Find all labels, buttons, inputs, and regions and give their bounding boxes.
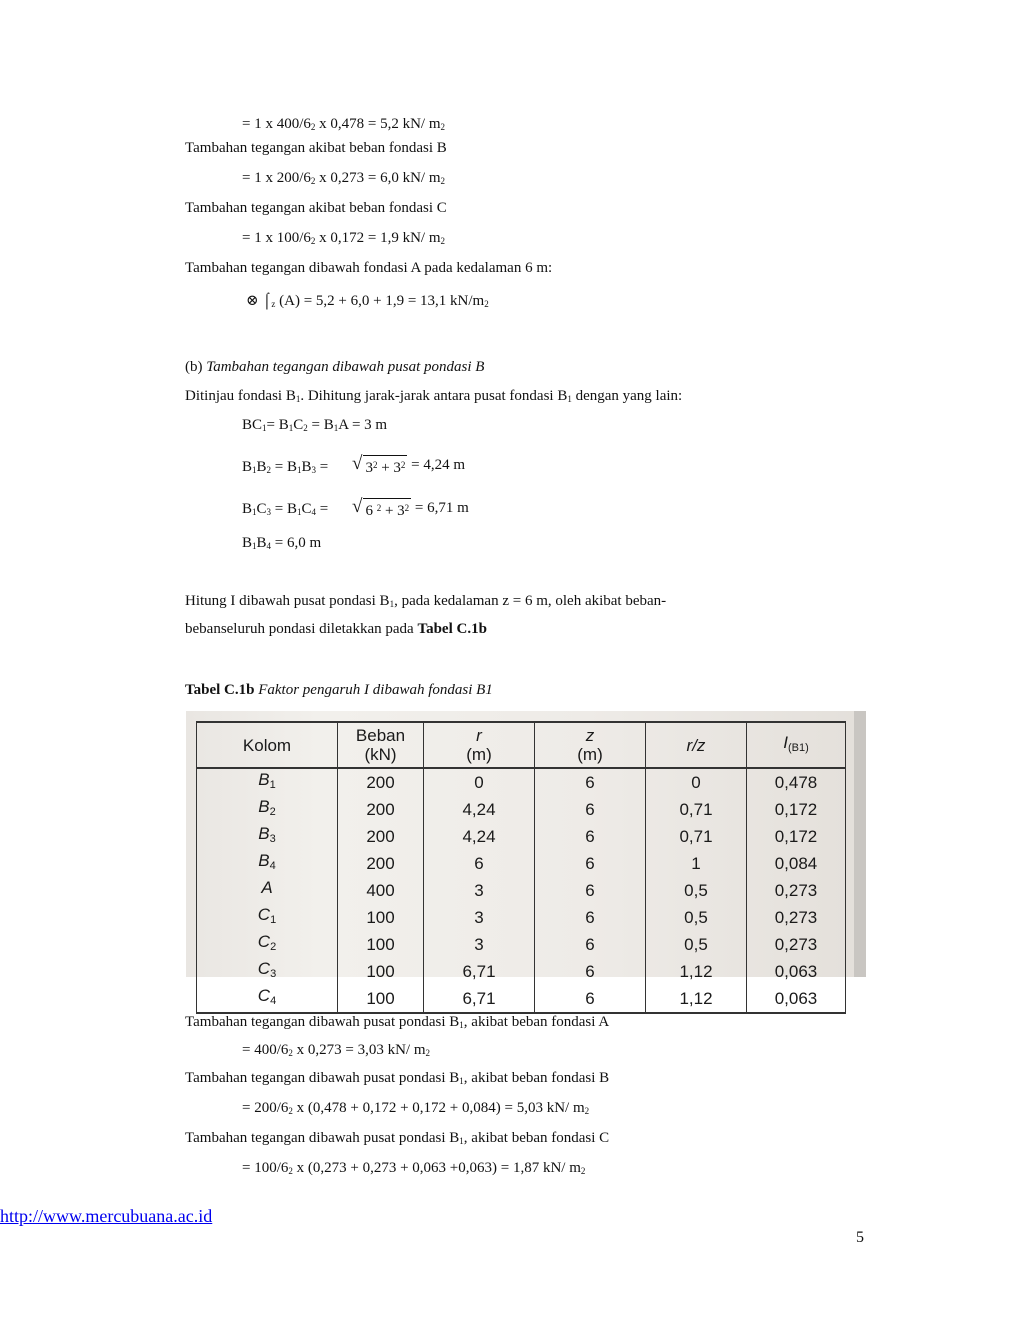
subscript: 4: [266, 541, 272, 551]
header-i: I(B1): [747, 722, 846, 768]
cell-z: 6: [535, 958, 646, 985]
exponent: 2: [372, 460, 378, 470]
table-row: [197, 931, 846, 958]
subscript: 1: [459, 1076, 464, 1086]
cell-i: 0,172: [747, 823, 846, 850]
cell-beban: 100: [338, 958, 424, 985]
paragraph-line: Tambahan tegangan dibawah fondasi A pada kedalaman 6 m:: [185, 260, 553, 276]
text: = 4,24 m: [407, 457, 466, 473]
subscript: 2: [310, 122, 316, 132]
text: = 200/6: [242, 1100, 289, 1116]
cell-i: 0,084: [747, 850, 846, 877]
section-heading: [185, 358, 484, 376]
cell-beban: 100: [338, 931, 424, 958]
cell-i: 0,063: [747, 958, 846, 985]
subscript: 1: [333, 423, 339, 433]
cell-beban: 200: [338, 796, 424, 823]
subscript: 1: [252, 507, 257, 517]
cell-rz: 0,5: [646, 877, 747, 904]
text: = 100/6: [242, 1160, 289, 1176]
table-row: [197, 958, 846, 985]
cell-r: 6: [424, 850, 535, 877]
page-number: 5: [856, 1229, 864, 1246]
cell-beban: 200: [338, 823, 424, 850]
subscript: 2: [288, 1106, 293, 1116]
cell-rz: 0,71: [646, 796, 747, 823]
cell-i: 0,273: [747, 904, 846, 931]
text: x 0,172 = 1,9 kN/ m: [315, 230, 441, 246]
paragraph-line: [185, 1069, 609, 1090]
cell-kolom: C1: [197, 904, 338, 931]
text: x 0,478 = 5,2 kN/ m: [315, 116, 441, 132]
text: =: [316, 459, 329, 475]
paragraph-line: [185, 1013, 609, 1034]
text: = 1 x 200/6: [242, 170, 311, 186]
subscript: 1: [252, 541, 257, 551]
cell-z: 6: [535, 985, 646, 1013]
subscript: 2: [266, 465, 272, 475]
cell-rz: 0,71: [646, 823, 747, 850]
subscript: 1: [567, 394, 572, 404]
cell-kolom: B2: [197, 796, 338, 823]
cell-r: 6,71: [424, 985, 535, 1013]
text: Hitung I dibawah pusat pondasi B: [185, 593, 390, 609]
text: Tambahan tegangan dibawah pusat pondasi B: [185, 1014, 460, 1030]
calc-line: [242, 1041, 430, 1062]
cell-r: 4,24: [424, 796, 535, 823]
subscript: 1: [288, 423, 294, 433]
subscript: 1: [295, 394, 301, 404]
calc-line: [242, 1159, 585, 1180]
subscript: 2: [580, 1166, 586, 1176]
cell-beban: 400: [338, 877, 424, 904]
cell-kolom: C3: [197, 958, 338, 985]
cell-i: 0,172: [747, 796, 846, 823]
text: BC: [242, 417, 263, 433]
paragraph-line: Tambahan tegangan akibat beban fondasi B: [185, 140, 447, 156]
calc-line-total: [246, 292, 489, 313]
subscript: 4: [311, 507, 317, 517]
text: , akibat beban fondasi A: [463, 1014, 610, 1030]
cell-rz: 1,12: [646, 985, 747, 1013]
calc-line-b: [242, 169, 445, 190]
table-row: [197, 904, 846, 931]
caption-text: Faktor pengaruh I dibawah fondasi B1: [254, 682, 493, 698]
paragraph-line: [185, 1129, 609, 1150]
scanned-table-image: [186, 711, 866, 1008]
text: (A) = 5,2 + 6,0 + 1,9 = 13,1 kN/m: [275, 293, 485, 309]
cell-beban: 200: [338, 850, 424, 877]
exponent: 2: [400, 460, 406, 470]
text: = 1 x 400/6: [242, 116, 311, 132]
table-caption: [185, 681, 493, 699]
cell-z: 6: [535, 931, 646, 958]
distance-line: [242, 500, 328, 521]
cell-i: 0,273: [747, 931, 846, 958]
exponent: 2: [376, 503, 382, 513]
paragraph-line: Tambahan tegangan akibat beban fondasi C: [185, 200, 447, 216]
cell-z: 6: [535, 796, 646, 823]
cell-r: 3: [424, 904, 535, 931]
cell-z: 6: [535, 877, 646, 904]
text: B: [256, 459, 267, 475]
text: . Dihitung jarak-jarak antara pusat fondasi B: [300, 388, 568, 404]
cell-kolom: B1: [197, 768, 338, 796]
subscript: 3: [311, 465, 317, 475]
text: = B: [307, 417, 334, 433]
subscript: 1: [389, 599, 395, 609]
subscript: 2: [440, 176, 446, 186]
calc-line-c: [242, 229, 445, 250]
table-row: [197, 877, 846, 904]
cell-i: 0,273: [747, 877, 846, 904]
cell-i: 0,478: [747, 768, 846, 796]
text: x 0,273 = 3,03 kN/ m: [292, 1042, 426, 1058]
footer-url-link[interactable]: http://www.mercubuana.ac.id: [0, 1206, 213, 1226]
subscript: 2: [584, 1106, 590, 1116]
cell-r: 6,71: [424, 958, 535, 985]
text: C: [256, 501, 267, 517]
text: C: [301, 501, 312, 517]
bold-text: Tabel C.1b: [417, 621, 487, 637]
paragraph-line: [185, 387, 682, 408]
header-z: z (m): [535, 722, 646, 768]
text: Tambahan tegangan dibawah pusat pondasi B: [185, 1070, 460, 1086]
cell-r: 0: [424, 768, 535, 796]
influence-factor-table: [196, 721, 846, 1014]
caption-label: Tabel C.1b: [185, 682, 255, 698]
text: = B: [271, 459, 297, 475]
cell-z: 6: [535, 850, 646, 877]
cell-rz: 0,5: [646, 904, 747, 931]
text: B: [256, 535, 267, 551]
sqrt-icon: √: [352, 453, 363, 474]
cell-r: 4,24: [424, 823, 535, 850]
symbol: ⊗ ⌠: [246, 293, 272, 309]
text: 3: [365, 460, 373, 476]
header-beban: Beban (kN): [338, 722, 424, 768]
text: x 0,273 = 6,0 kN/ m: [315, 170, 441, 186]
subscript: 1: [459, 1020, 464, 1030]
subscript: 2: [310, 176, 316, 186]
cell-rz: 1: [646, 850, 747, 877]
text: Tambahan tegangan dibawah pusat pondasi B: [185, 1130, 460, 1146]
text: = 6,71 m: [411, 500, 469, 516]
subscript: 2: [288, 1048, 293, 1058]
text: x (0,273 + 0,273 + 0,063 +0,063) = 1,87 kN/ m: [292, 1160, 581, 1176]
table-row: [197, 768, 846, 796]
table-row: [197, 850, 846, 877]
cell-kolom: C4: [197, 985, 338, 1013]
text: B: [242, 501, 253, 517]
paragraph-line: [185, 620, 487, 638]
cell-r: 3: [424, 877, 535, 904]
text: (b): [185, 359, 207, 375]
text: = 6,0 m: [271, 535, 322, 551]
text: dengan yang lain:: [571, 388, 683, 404]
paragraph-line: [185, 592, 666, 613]
distance-line: [242, 416, 387, 437]
text: , akibat beban fondasi C: [463, 1130, 610, 1146]
sqrt-icon: √: [352, 496, 363, 517]
cell-beban: 100: [338, 985, 424, 1013]
cell-kolom: A: [197, 877, 338, 904]
cell-i: 0,063: [747, 985, 846, 1013]
cell-kolom: C2: [197, 931, 338, 958]
text: x (0,478 + 0,172 + 0,172 + 0,084) = 5,03 kN/ m: [292, 1100, 585, 1116]
cell-r: 3: [424, 931, 535, 958]
text: = B: [271, 501, 297, 517]
subscript: 1: [252, 465, 257, 475]
text: + 3: [381, 503, 405, 519]
subscript: 1: [459, 1136, 464, 1146]
text: = 400/6: [242, 1042, 289, 1058]
distance-line: [242, 534, 321, 555]
text: = 1 x 100/6: [242, 230, 311, 246]
text: Ditinjau fondasi B: [185, 388, 296, 404]
table-header-row: [197, 722, 846, 768]
sqrt-expression: [352, 498, 469, 520]
text: =: [316, 501, 329, 517]
text: , pada kedalaman z = 6 m, oleh akibat beban-: [394, 593, 667, 609]
table-row: [197, 985, 846, 1013]
calc-line: [242, 1099, 589, 1120]
text: C: [293, 417, 304, 433]
subscript: 1: [262, 423, 267, 433]
sqrt-expression: [352, 455, 465, 477]
cell-z: 6: [535, 823, 646, 850]
subscript: 2: [440, 236, 446, 246]
text: + 3: [377, 460, 401, 476]
cell-rz: 0: [646, 768, 747, 796]
cell-rz: 1,12: [646, 958, 747, 985]
text: = B: [266, 417, 289, 433]
subscript: 2: [310, 236, 316, 246]
text: B: [242, 535, 253, 551]
subscript: 3: [266, 507, 272, 517]
text: B: [242, 459, 253, 475]
text: B: [301, 459, 312, 475]
subscript: z: [271, 299, 276, 309]
calc-line-a: [242, 115, 445, 136]
subscript: 1: [297, 507, 302, 517]
distance-line: [242, 458, 328, 479]
header-r: r (m): [424, 722, 535, 768]
subscript: 2: [288, 1166, 293, 1176]
table-row: [197, 796, 846, 823]
cell-kolom: B3: [197, 823, 338, 850]
header-kolom: Kolom: [197, 722, 338, 768]
header-rz: r/z: [646, 722, 747, 768]
subscript: 1: [297, 465, 302, 475]
text: A = 3 m: [338, 417, 388, 433]
cell-beban: 200: [338, 768, 424, 796]
exponent: 2: [404, 503, 410, 513]
text: , akibat beban fondasi B: [463, 1070, 610, 1086]
subscript: 2: [484, 299, 489, 309]
cell-z: 6: [535, 904, 646, 931]
table-row: [197, 823, 846, 850]
subscript: 2: [440, 122, 446, 132]
subscript: 2: [425, 1048, 431, 1058]
cell-kolom: B4: [197, 850, 338, 877]
cell-z: 6: [535, 768, 646, 796]
text: bebanseluruh pondasi diletakkan pada: [185, 621, 418, 637]
cell-beban: 100: [338, 904, 424, 931]
italic-text: Tambahan tegangan dibawah pusat pondasi B: [206, 359, 485, 375]
subscript: 2: [303, 423, 308, 433]
cell-rz: 0,5: [646, 931, 747, 958]
text: 6: [365, 503, 377, 519]
